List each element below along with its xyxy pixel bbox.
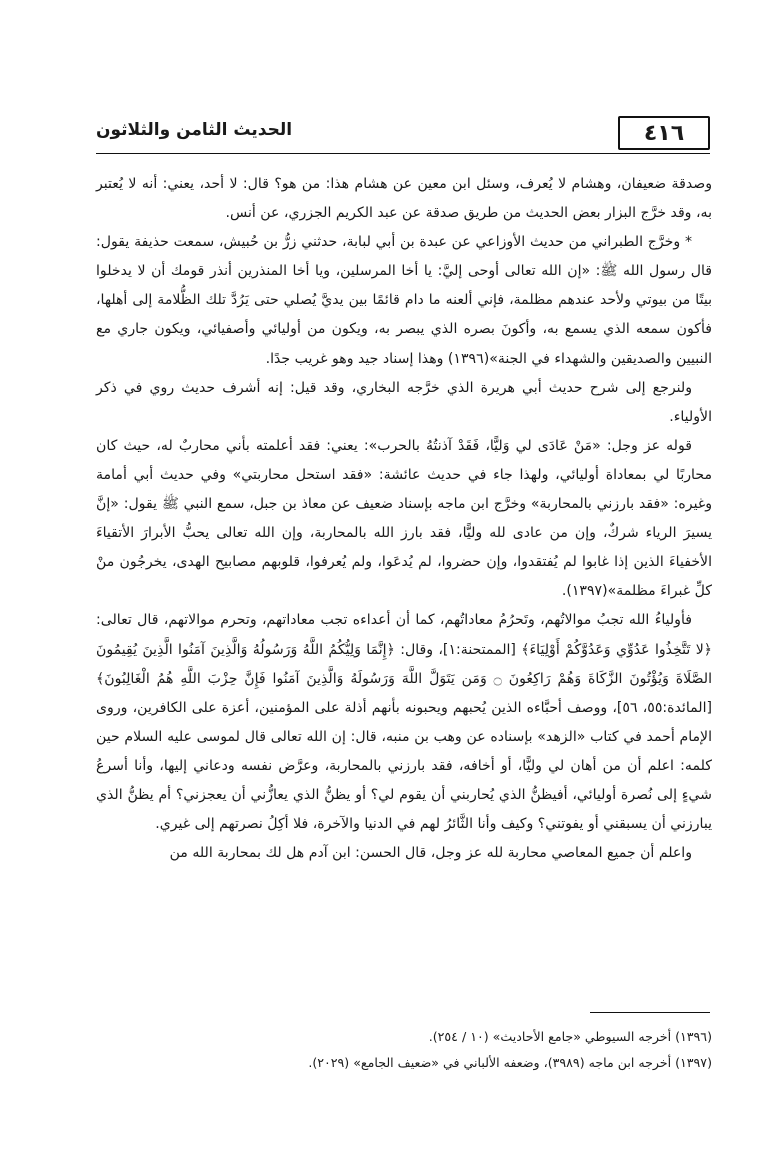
paragraph: * وخرَّج الطبراني من حديث الأوزاعي عن عبدة بن أبي لبابة، حدثني زرُّ بن حُبيش، سمعت حذيفة يقول: قال رسول الله ﷺ: «إن الله تعالى أوحى إليَّ: يا أخا المرسلين، ويا أخا المنذرين أنذر قومك أن لا يدخلوا بيتًا من بيوتي ولأحد عندهم مظلمة، فإني ألعنه ما دام قائمًا بين يديَّ يُصلي حتى يَرُدَّ تلك الظُّلامة إلى أهلها، فأكون سمعه الذي يسمع به، وأكونَ بصره الذي يبصر به، ويكون من أوليائي وأصفيائي، ويكون جاري مع النبيين والصديقين والشهداء في الجنة»(١٣٩٦) وهذا إسناد جيد وهو غريب جدًا. [96,234,712,367]
paragraph: وصدقة ضعيفان، وهشام لا يُعرف، وسئل ابن معين عن هشام هذا: من هو؟ قال: لا أحد، يعني: أنه لا يُعتبر به، وقد خرَّج البزار بعض الحديث من طريق صدقة عن عبد الكريم الجزري، عن أنس. [96,176,712,222]
footnote-rule [590,1012,710,1013]
paragraph: ولنرجع إلى شرح حديث أبي هريرة الذي خرَّجه البخاري، وقد قيل: إنه أشرف حديث روي في ذكر الأولياء. [96,379,712,425]
footnote: (١٣٩٧) أخرجه ابن ماجه (٣٩٨٩)، وضعفه الألباني في «ضعيف الجامع» (٢٠٢٩). [308,1055,712,1070]
footnote: (١٣٩٦) أخرجه السيوطي «جامع الأحاديث» (١٠ / ٢٥٤). [428,1029,712,1044]
paragraph: واعلم أن جميع المعاصي محاربة لله عز وجل، قال الحسن: ابن آدم هل لك بمحاربة الله من [169,845,692,862]
running-title: الحديث الثامن والثلاثون [96,120,293,140]
paragraph: فأولياءُ الله تجبُ موالاتُهم، وتَحرُمُ معاداتُهم، كما أن أعداءه تجب معاداتهم، وتحرم موالاتهم، قال تعالى: ﴿لا تَتَّخِذُوا عَدُوِّي وَعَدُوَّكُمْ أَوْلِيَاءَ﴾ [الممتحنة:١]، وقال: ﴿إِنَّمَا وَلِيُّكُمُ اللَّهُ وَرَسُولُهُ وَالَّذِينَ آمَنُوا الَّذِينَ يُقِيمُونَ الصَّلَاةَ وَيُؤْتُونَ الزَّكَاةَ وَهُمْ رَاكِعُونَ ۝ وَمَن يَتَوَلَّ اللَّهَ وَرَسُولَهُ وَالَّذِينَ آمَنُوا فَإِنَّ حِزْبَ اللَّهِ هُمُ الْغَالِبُونَ﴾ [المائدة:٥٥، ٥٦]، ووصف أحبَّاءه الذين يُحبهم ويحبونه بأنهم أذلة على المؤمنين، أعزة على الكافرين، وروى الإمام أحمد في كتاب «الزهد» بإسناده عن وهب بن منبه، قال: إن الله تعالى قال لموسى عليه السلام حين كلمه: اعلم أن من أهان لي وليًّا، أو أخافه، فقد بارزني بالمحاربة، وعرَّض نفسه ودعاني إليها، وأنا أسرعُ شيءٍ إلى نُصرة أوليائي، أفيظنُّ الذي يُحاربني أن يقوم لي؟ أو يظنُّ الذي يعازُّني أن يعجزني؟ أم يظنُّ الذي يبارزني أن يسبقني أو يفوتني؟ وكيف وأنا الثَّائرُ لهم في الدنيا والآخرة، فلا أكِلُ نصرتهم إلى غيري. [96,612,713,833]
main-text [96,170,712,868]
footnotes [96,1024,712,1076]
page-header [96,112,710,152]
header-rule [96,153,710,154]
page-number: ٤١٦ [618,116,710,150]
paragraph: قوله عز وجل: «مَنْ عَادَى لي وَليًّا، فَقَدْ آذنتُهُ بالحرب»: يعني: فقد أعلمته بأني محاربٌ له، حيث كان محاربًا لي بمعاداة أوليائي، ولهذا جاء في حديث عائشة: «فقد استحل محاربتي» وفي حديث أبي أمامة وغيره: «فقد بارزني بالمحاربة» وخرَّج ابن ماجه بإسناد ضعيف عن معاذ بن جبل، سمع النبي ﷺ يقول: «إنَّ يسيرَ الرياء شركٌ، وإن من عادى لله وليًّا، فقد بارز الله بالمحاربة، وإن الله تعالى يحبُّ الأبرارَ الأتقياءَ الأخفياءَ الذين إذا غابوا لم يُفتقدوا، وإن حضروا، لم يُدعَوا، ولم يُعرفوا، قلوبهم مصابيح الهدى، يخرجُون منْ كلِّ غبراءَ مظلمة»(١٣٩٧). [96,437,712,600]
